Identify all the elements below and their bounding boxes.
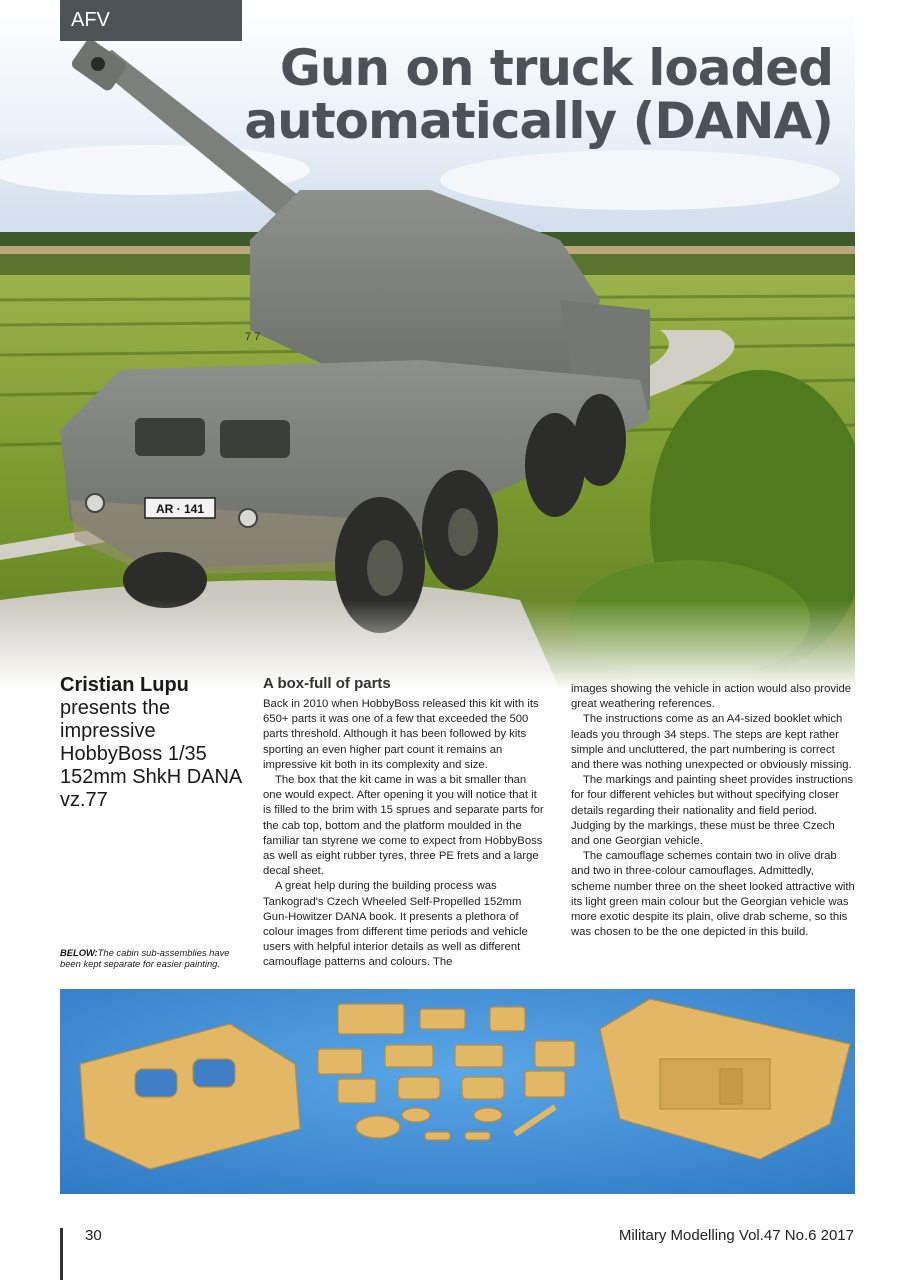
caption-lead: BELOW: [60,947,98,958]
article-column-2 [571,682,856,940]
photo-caption [60,947,245,969]
paragraph: The box that the kit came in was a bit smaller than one would expect. After opening it you will notice that it is filled to the brim with 15 sprues and separate parts for the cab top, bottom and the platform moulded in the familiar tan styrene we come to expect from HobbyBoss as well as eight rubber tyres, three PE frets and a large decal sheet. [263,774,544,878]
caption-text: The cabin sub-assemblies have been kept separate for easier painting. [60,947,230,969]
standfirst [60,674,250,812]
paragraph: images showing the vehicle in action would also provide great weathering references. [571,683,852,711]
paragraph: A great help during the building process was Tankograd's Czech Wheeled Self-Propelled 152mm Gun-Howitzer DANA book. It presents a plethora of colour images from different time periods and vehicle users with helpful interior details as well as different camouflage patterns and colours. The [263,880,528,969]
author-name: Cristian Lupu [60,674,189,696]
turret-marking: 7 7 [245,331,261,343]
paragraph: The instructions come as an A4-sized booklet which leads you through 34 steps. The steps are kept rather simple and uncluttered, the part numbering is correct and there was nothing unexpected or obviously missing. [571,713,852,772]
article-column-1 [263,674,548,971]
paragraph: The camouflage schemes contain two in olive drab and two in three-colour camouflages. Admittedly, scheme number three on the sheet looked attractive with its light green main colour but the Georgian vehicle was more exotic despite its plain, olive drab scheme, so this was chosen to be the one depicted in this build. [571,850,855,939]
section-tab: AFV [60,0,242,41]
footer-rule [60,1228,63,1280]
license-plate: AR · 141 [155,502,205,516]
styrene-parts-image [60,989,855,1194]
paragraph: The markings and painting sheet provides instructions for four different vehicles but without specifying closer details regarding their nationality and field period. Judging by the markings, these must be three Czech and one Georgian vehicle. [571,774,854,848]
page-number: 30 [85,1227,102,1244]
magazine-reference: Military Modelling Vol.47 No.6 2017 [618,1227,854,1244]
subheading: A box-full of parts [263,675,391,692]
paragraph: Back in 2010 when HobbyBoss released this kit with its 650+ parts it was one of a few that exceeded the 500 parts threshold. Although it has been followed by kits sporting an even higher part count it remains an impressive kit both in its complexity and size. [263,698,539,771]
page-title: Gun on truck loaded automatically (DANA) [244,39,833,150]
cabin-parts-photo [60,989,855,1194]
standfirst-text: presents the impressive HobbyBoss 1/35 152mm ShkH DANA vz.77 [60,697,242,811]
